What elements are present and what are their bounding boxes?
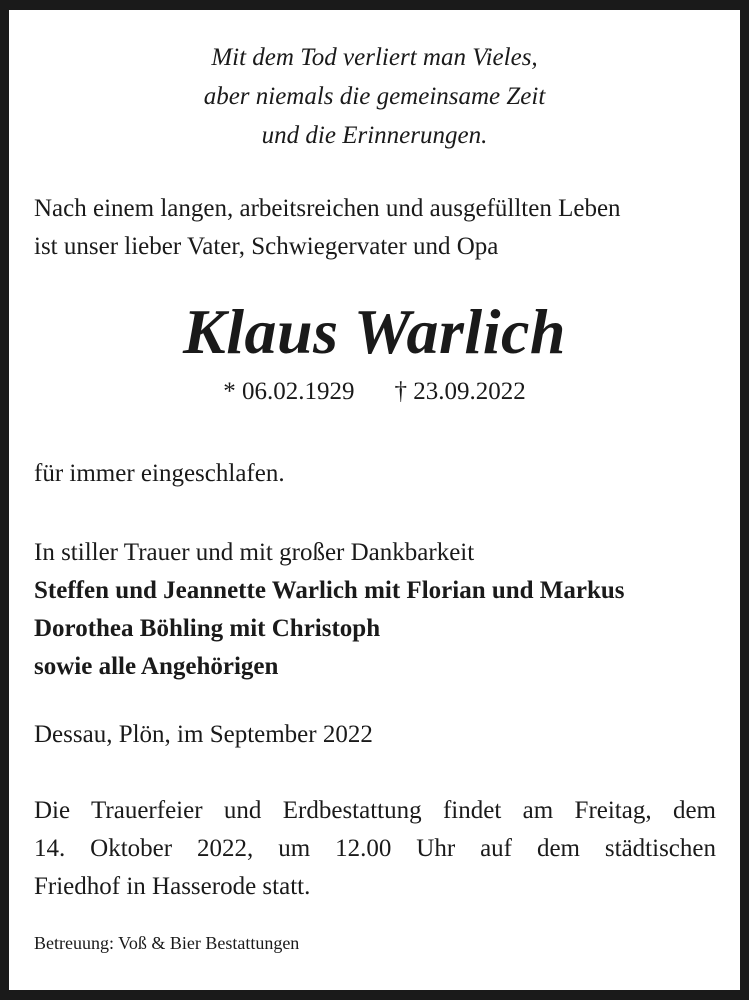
funeral-line-1: Die Trauerfeier und Erdbestattung findet am Freitag, dem (34, 797, 716, 824)
place-date: Dessau, Plön, im September 2022 (34, 721, 373, 748)
mourner-line-2: Dorothea Böhling mit Christoph (34, 615, 381, 642)
death-date: † 23.09.2022 (394, 378, 526, 405)
funeral-line-2: 14. Oktober 2022, um 12.00 Uhr auf dem städtischen (34, 835, 716, 862)
quote-line-3: und die Erinnerungen. (261, 122, 488, 149)
life-dates (9, 375, 740, 409)
intro-line-1: Nach einem langen, arbeitsreichen und ausgefüllten Leben (34, 195, 621, 222)
intro-text (34, 190, 621, 266)
memorial-quote (9, 38, 740, 155)
quote-line-1: Mit dem Tod verliert man Vieles, (211, 44, 538, 71)
mourner-line-3: sowie alle Angehörigen (34, 653, 279, 680)
mourners-intro: In stiller Trauer und mit großer Dankbarkeit (34, 539, 475, 566)
funeral-line-3: Friedhof in Hasserode statt. (34, 873, 311, 900)
quote-line-2: aber niemals die gemeinsame Zeit (203, 83, 546, 110)
mourners-block (34, 534, 625, 686)
mourner-line-1: Steffen und Jeannette Warlich mit Florian und Markus (34, 577, 625, 604)
funeral-home-credit: Betreuung: Voß & Bier Bestattungen (34, 933, 300, 953)
birth-date: * 06.02.1929 (223, 378, 355, 405)
fell-asleep-text: für immer eingeschlafen. (34, 460, 285, 487)
deceased-name: Klaus Warlich (183, 296, 566, 367)
funeral-info (34, 792, 716, 906)
intro-line-2: ist unser lieber Vater, Schwiegervater und Opa (34, 233, 499, 260)
